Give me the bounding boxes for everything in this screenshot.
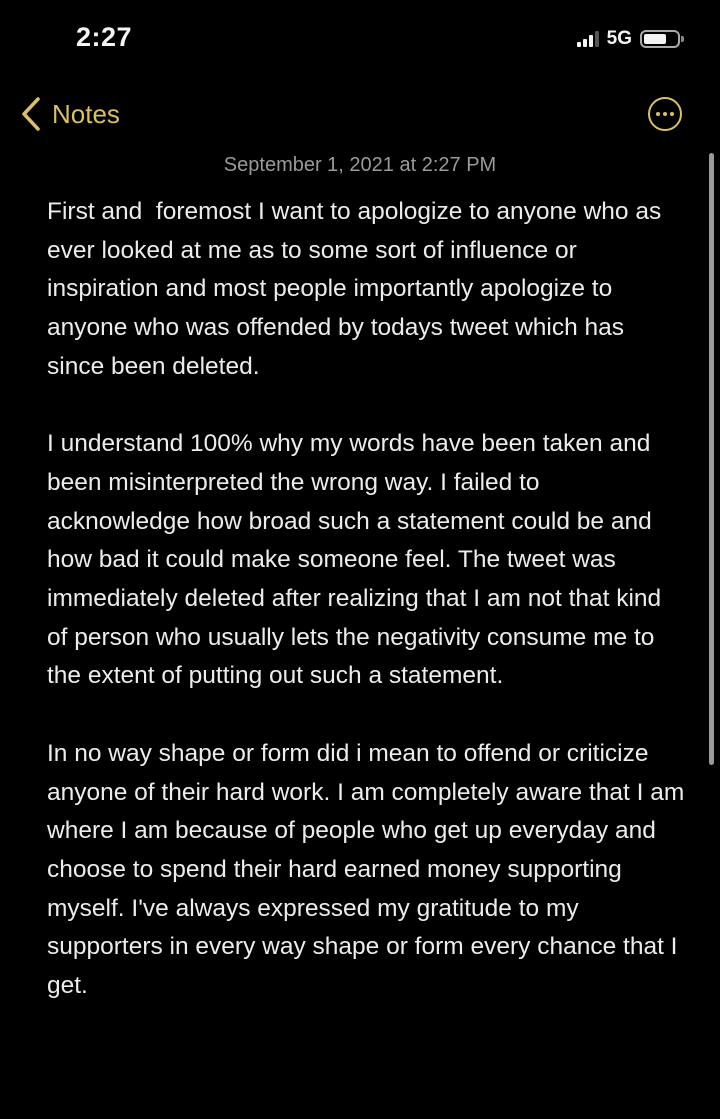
battery-icon bbox=[640, 30, 680, 48]
chevron-left-icon bbox=[20, 96, 42, 132]
back-label: Notes bbox=[52, 98, 120, 129]
ellipsis-dot-icon bbox=[663, 112, 667, 116]
note-paragraph[interactable]: First and foremost I want to apologize to anyone who as ever looked at me as to some sort of influence or inspiration and most people importantly apologize to anyone who was offended by todays tweet which has since been deleted. bbox=[47, 198, 669, 380]
network-type: 5G bbox=[606, 28, 632, 49]
note-paragraph[interactable]: I understand 100% why my words have been taken and been misinterpreted the wrong way. I failed to acknowledge how broad such a statement could be and how bad it could make someone feel. The tweet was immediately deleted after realizing that I am not that kind of person who usually lets the negativity consume me to the extent of putting out such a statement. bbox=[47, 430, 668, 690]
status-bar bbox=[0, 0, 720, 80]
note-date: September 1, 2021 at 2:27 PM bbox=[223, 154, 497, 176]
navigation-bar bbox=[0, 92, 720, 142]
status-indicators bbox=[577, 28, 680, 50]
vertical-scrollbar[interactable] bbox=[709, 153, 714, 765]
cellular-signal-icon bbox=[577, 31, 599, 47]
ellipsis-dot-icon bbox=[670, 112, 674, 116]
note-paragraph[interactable]: In no way shape or form did i mean to offend or criticize anyone of their hard work. I am completely aware that I am where I am because of people who get up everyday and choose to spend their hard earned money supporting myself. I've always expressed my gratitude to my supporters in every way shape or form every chance that I get. bbox=[47, 739, 692, 1000]
ellipsis-dot-icon bbox=[656, 112, 660, 116]
back-to-notes-button[interactable] bbox=[20, 96, 120, 132]
status-time: 2:27 bbox=[76, 22, 133, 52]
more-options-button[interactable] bbox=[648, 97, 682, 131]
note-body-editor[interactable] bbox=[47, 193, 692, 1044]
